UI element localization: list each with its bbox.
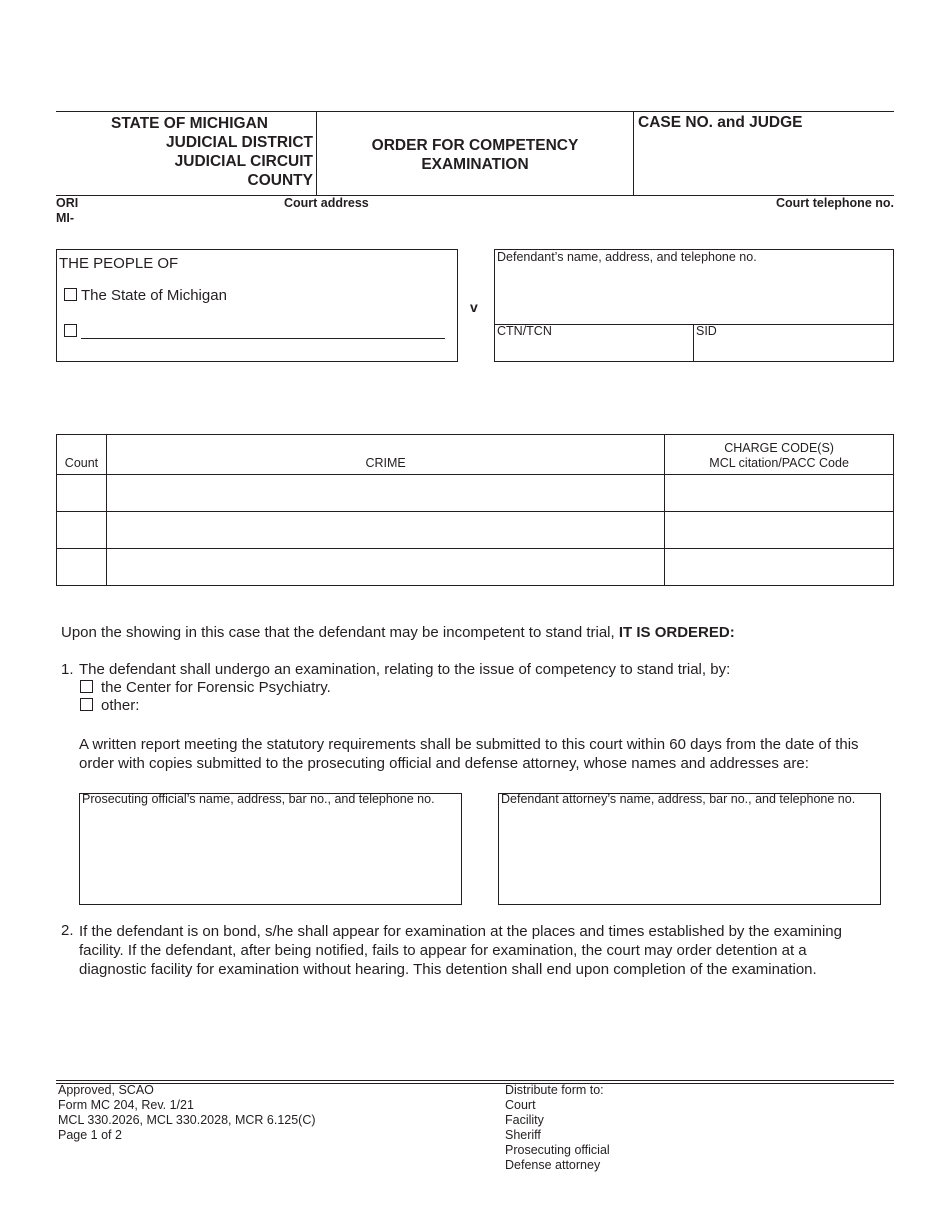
ctn-sid-divider: [693, 324, 694, 362]
other-plaintiff-line: [81, 338, 445, 339]
header-bottom-rule: [56, 195, 894, 196]
count-cell[interactable]: [57, 549, 107, 586]
distribute-court: Court: [505, 1098, 536, 1112]
table-row: [57, 512, 894, 549]
other-plaintiff-field[interactable]: [81, 320, 445, 338]
charges-table: [56, 434, 894, 586]
court-line-state: STATE OF MICHIGAN: [111, 115, 268, 132]
people-of-label: THE PEOPLE OF: [59, 255, 179, 272]
distribute-label: Distribute form to:: [505, 1083, 604, 1097]
ctn-label: CTN/TCN: [497, 324, 552, 338]
forensic-center-label: the Center for Forensic Psychiatry.: [101, 679, 331, 696]
charge-code-header: [665, 435, 894, 475]
versus-label: v: [470, 299, 478, 315]
sid-label: SID: [696, 324, 717, 338]
footer-page-number: Page 1 of 2: [58, 1128, 122, 1142]
distribute-prosecuting-official: Prosecuting official: [505, 1143, 610, 1157]
distribute-facility: Facility: [505, 1113, 544, 1127]
table-row: [57, 475, 894, 512]
crime-header: CRIME: [106, 435, 664, 475]
form-title-line1: ORDER FOR COMPETENCY: [371, 137, 579, 154]
item1-text: The defendant shall undergo an examination, relating to the issue of competency to stand trial, by:: [79, 661, 731, 678]
crime-cell[interactable]: [106, 549, 664, 586]
footer-form-info: [58, 1083, 316, 1143]
form-title: [317, 136, 633, 174]
charge-code-header-line1: CHARGE CODE(S): [724, 441, 834, 455]
item2-line3: diagnostic facility for examination without hearing. This detention shall end upon completion of the examination.: [79, 961, 817, 978]
count-header: Count: [57, 435, 107, 475]
charge-code-cell[interactable]: [665, 549, 894, 586]
defense-attorney-field[interactable]: [501, 810, 878, 902]
charge-code-cell[interactable]: [665, 512, 894, 549]
defense-attorney-label: Defendant attorney’s name, address, bar no., and telephone no.: [501, 792, 856, 806]
distribute-sheriff: Sheriff: [505, 1128, 541, 1142]
defendant-info-label: Defendant’s name, address, and telephone no.: [497, 250, 757, 264]
forensic-center-checkbox[interactable]: [80, 680, 93, 693]
sid-field[interactable]: [696, 340, 891, 360]
order-intro-bold: IT IS ORDERED:: [618, 624, 735, 641]
prosecutor-field[interactable]: [82, 810, 459, 902]
footer-distribution: [505, 1083, 610, 1173]
defendant-info-field[interactable]: [497, 266, 891, 322]
court-name-block: [56, 114, 313, 190]
prosecutor-label: Prosecuting official’s name, address, bar no., and telephone no.: [82, 792, 435, 806]
table-row: [57, 549, 894, 586]
other-examiner-checkbox[interactable]: [80, 698, 93, 711]
distribute-defense-attorney: Defense attorney: [505, 1158, 601, 1172]
count-cell[interactable]: [57, 512, 107, 549]
crime-cell[interactable]: [106, 512, 664, 549]
order-intro-text: Upon the showing in this case that the defendant may be incompetent to stand trial,: [61, 624, 615, 641]
case-number-field[interactable]: [634, 134, 894, 194]
report-line2: order with copies submitted to the prosecuting official and defense attorney, whose names and addresses are:: [79, 755, 809, 772]
order-intro: [61, 624, 735, 641]
item1-number: 1.: [61, 661, 74, 678]
form-title-line2: EXAMINATION: [421, 156, 529, 173]
footer-rule-top: [56, 1080, 894, 1081]
case-number-label: CASE NO. and JUDGE: [638, 114, 803, 131]
state-of-michigan-checkbox[interactable]: [64, 288, 77, 301]
ctn-field[interactable]: [497, 340, 690, 360]
count-cell[interactable]: [57, 475, 107, 512]
report-line1: A written report meeting the statutory requirements shall be submitted to this court within 60 days from the date of this: [79, 736, 859, 753]
charge-code-header-line2: MCL citation/PACC Code: [709, 456, 849, 470]
court-phone-label: Court telephone no.: [775, 196, 894, 210]
other-plaintiff-checkbox[interactable]: [64, 324, 77, 337]
item2-text: [79, 922, 842, 979]
footer-form-number: Form MC 204, Rev. 1/21: [58, 1098, 194, 1112]
other-examiner-field[interactable]: [146, 697, 546, 715]
court-address-label: Court address: [284, 196, 369, 210]
item2-number: 2.: [61, 922, 74, 939]
state-of-michigan-label: The State of Michigan: [81, 287, 227, 304]
charge-code-cell[interactable]: [665, 475, 894, 512]
court-line-circuit: JUDICIAL CIRCUIT: [174, 153, 313, 170]
ori-field[interactable]: [76, 211, 256, 227]
item2-line1: If the defendant is on bond, s/he shall appear for examination at the places and times established by the examining: [79, 923, 842, 940]
court-line-district: JUDICIAL DISTRICT: [166, 134, 313, 151]
charges-table-header: [57, 435, 894, 475]
court-address-field[interactable]: [284, 211, 704, 227]
defendant-box-divider: [494, 324, 894, 325]
crime-cell[interactable]: [106, 475, 664, 512]
court-line-county: COUNTY: [247, 172, 313, 189]
header-top-rule: [56, 111, 894, 112]
footer-approved: Approved, SCAO: [58, 1083, 154, 1097]
ori-label: ORI: [56, 196, 79, 210]
report-requirement-text: [79, 735, 859, 773]
footer-citations: MCL 330.2026, MCL 330.2028, MCR 6.125(C): [58, 1113, 316, 1127]
other-examiner-label: other:: [101, 697, 140, 714]
ori-prefix: MI-: [56, 211, 75, 225]
item2-line2: facility. If the defendant, after being notified, fails to appear for examination, the court may order detention at a: [79, 942, 807, 959]
